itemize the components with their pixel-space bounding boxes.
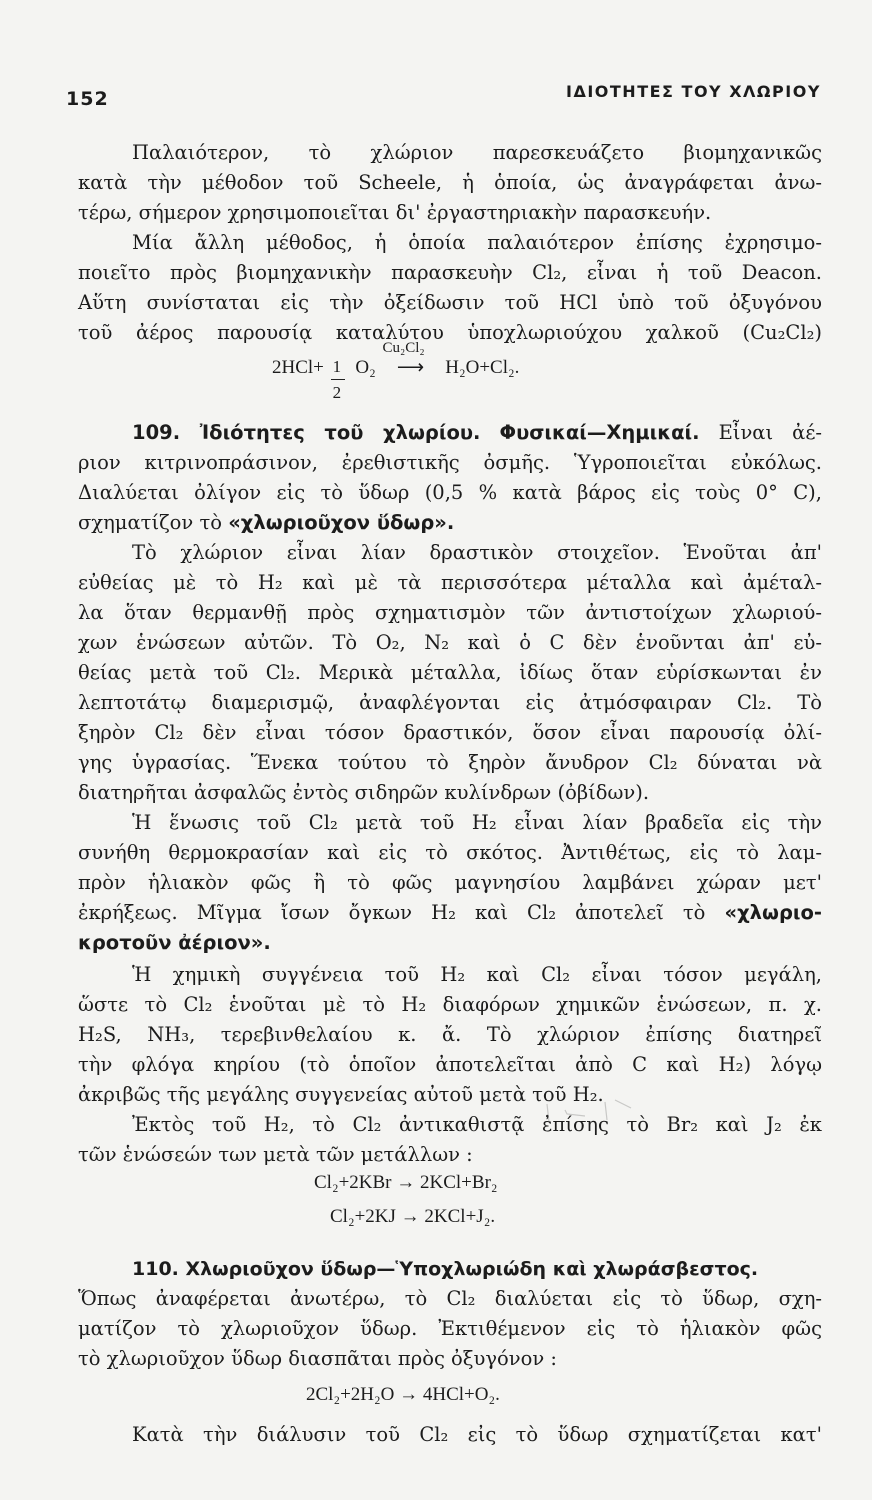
running-title: ΙΔΙΟΤΗΤΕΣ ΤΟΥ ΧΛΩΡΙΟΥ [566, 82, 821, 101]
catalyst-arrow [381, 340, 441, 379]
section-109-first-line [132, 418, 822, 448]
text-line: Ἡ ἕνωσις τοῦ Cl₂ μετὰ τοῦ H₂ εἶναι λίαν βραδεῖα εἰς τὴν [132, 811, 822, 834]
text-line: Κατὰ τὴν διάλυσιν τοῦ Cl₂ εἰς τὸ ὕδωρ σχηματίζεται κατ' [132, 1423, 822, 1446]
page-number: 152 [66, 88, 109, 110]
text-line: ὥστε τὸ Cl₂ ἑνοῦται μὲ τὸ H₂ διαφόρων χημικῶν ἑνώσεων, π. χ. [78, 993, 822, 1016]
text-line: Μία ἄλλη μέθοδος, ἡ ὁποία παλαιότερον ἐπίσης ἐχρησιμο- [132, 231, 822, 254]
text-line: ριον κιτρινοπράσινον, ἐρεθιστικῆς ὀσμῆς. Ὑγροποιεῖται εὐκόλως. [78, 451, 822, 474]
text-line: τὴν φλόγα κηρίου (τὸ ὁποῖον ἀποτελεῖται ἀπὸ C καὶ H₂) λόγῳ [78, 1053, 822, 1076]
text-line: συνήθη θερμοκρασίαν καὶ εἰς τὸ σκότος. Ἀντιθέτως, εἰς τὸ λαμ- [78, 841, 822, 864]
section-subheading: Φυσικαί—Χημικαί. [499, 421, 700, 444]
text-line: τῶν ἑνώσεών των μετὰ τῶν μετάλλων : [78, 1143, 473, 1166]
pencil-mark-icon [545, 1096, 635, 1126]
text-line: ματίζον τὸ χλωριοῦχον ὕδωρ. Ἐκτιθέμενον εἰς τὸ ἡλιακὸν φῶς [78, 1317, 822, 1340]
bold-term: «χλωριοῦχον ὕδωρ». [228, 511, 455, 534]
text-line [78, 898, 822, 928]
text-line: ἀκριβῶς τῆς μεγάλης συγγενείας αὐτοῦ μετὰ τοῦ H₂. [78, 1083, 604, 1106]
text-line: Ἐκτὸς τοῦ H₂, τὸ Cl₂ ἀντικαθιστᾷ ἐπίσης τὸ Br₂ καὶ J₂ ἐκ [132, 1113, 822, 1136]
text-line: λεπτοτάτῳ διαμερισμῷ, ἀναφλέγονται εἰς ἀτμόσφαιραν Cl₂. Τὸ [78, 691, 822, 714]
deacon-equation [272, 340, 520, 402]
bold-term: κροτοῦν ἀέριον». [78, 931, 271, 954]
equation-kj: Cl₂+2KJ → 2KCl+J₂. [330, 1206, 496, 1227]
text-line: Ἡ χημικὴ συγγένεια τοῦ H₂ καὶ Cl₂ εἶναι τόσον μεγάλη, [132, 963, 822, 986]
text-line: Ὅπως ἀναφέρεται ἀνωτέρω, τὸ Cl₂ διαλύεται εἰς τὸ ὕδωρ, σχη- [78, 1287, 822, 1310]
text-line: θείας μετὰ τοῦ Cl₂. Μερικὰ μέταλλα, ἰδίως ὅταν εὑρίσκωνται ἐν [78, 661, 822, 684]
eq-left: 2HCl+ [272, 357, 324, 378]
frac-numerator: 1 [332, 357, 342, 376]
text-line: ξηρὸν Cl₂ δὲν εἶναι τόσον δραστικόν, ὅσον εἶναι παρουσίᾳ ὀλί- [78, 721, 822, 744]
equation-decomposition: 2Cl₂+2H₂O → 4HCl+O₂. [306, 1384, 500, 1405]
text-line: H₂S, NH₃, τερεβινθελαίου κ. ἄ. Τὸ χλώριον ἐπίσης διατηρεῖ [78, 1023, 822, 1046]
text-line: τέρω, σήμερον χρησιμοποιεῖται δι' ἐργαστηριακὴν παρασκευήν. [78, 201, 712, 224]
eq-oxygen: O₂ [355, 357, 376, 378]
text-fragment: ἐκρήξεως. Μῖγμα ἴσων ὄγκων H₂ καὶ Cl₂ ἀποτελεῖ τὸ [78, 901, 706, 924]
text-line: Τὸ χλώριον εἶναι λίαν δραστικὸν στοιχεῖον. Ἑνοῦται ἀπ' [132, 541, 822, 564]
text-line: Αὕτη συνίσταται εἰς τὴν ὀξείδωσιν τοῦ HCl ὑπὸ τοῦ ὀξυγόνου [78, 291, 822, 314]
bold-term: «χλωριο- [724, 901, 823, 924]
section-heading: 110. Χλωριοῦχον ὕδωρ—Ὑποχλωριώδη καὶ χλωράσβεστος. [132, 1258, 759, 1280]
text-line: γης ὑγρασίας. Ἕνεκα τούτου τὸ ξηρὸν ἄνυδρον Cl₂ δύναται νὰ [78, 751, 822, 774]
text-line: τὸ χλωριοῦχον ὕδωρ διασπᾶται πρὸς ὀξυγόνον : [78, 1347, 558, 1370]
text-fragment: Εἶναι ἀέ- [718, 421, 823, 444]
text-line: διατηρῆται ἀσφαλῶς ἐντὸς σιδηρῶν κυλίνδρων (ὀβίδων). [78, 781, 650, 804]
text-line: λα ὅταν θερμανθῇ πρὸς σχηματισμὸν τῶν ἀντιστοίχων χλωριού- [78, 601, 822, 624]
text-fragment: σχηματίζον τὸ [78, 511, 222, 534]
eq-catalyst: Cu₂Cl₂ [382, 340, 425, 356]
frac-denominator: 2 [332, 383, 342, 402]
frac-bar [331, 379, 345, 380]
equation-kbr: Cl₂+2KBr → 2KCl+Br₂ [314, 1172, 498, 1193]
text-line: πρὸν ἡλιακὸν φῶς ἢ τὸ φῶς μαγνησίου λαμβάνει χώραν μετ' [78, 871, 822, 894]
section-heading: 109. Ἰδιότητες τοῦ χλωρίου. [132, 421, 481, 444]
text-line: χων ἑνώσεων αὐτῶν. Τὸ O₂, N₂ καὶ ὁ C δὲν ἑνοῦνται ἀπ' εὐ- [78, 631, 822, 654]
text-line [78, 508, 822, 538]
text-line: τοῦ ἀέρος παρουσίᾳ καταλύτου ὑποχλωριούχου χαλκοῦ (Cu₂Cl₂) [78, 321, 822, 344]
text-line: Παλαιότερον, τὸ χλώριον παρεσκευάζετο βιομηχανικῶς [132, 141, 822, 164]
text-line: κατὰ τὴν μέθοδον τοῦ Scheele, ἡ ὁποία, ὡς ἀναγράφεται ἀνω- [78, 171, 822, 194]
text-line: ποιεῖτο πρὸς βιομηχανικὴν παρασκευὴν Cl₂, εἶναι ἡ τοῦ Deacon. [78, 261, 822, 284]
text-line: εὐθείας μὲ τὸ H₂ καὶ μὲ τὰ περισσότερα μέταλλα καὶ ἀμέταλ- [78, 571, 822, 594]
text-line: Διαλύεται ὀλίγον εἰς τὸ ὕδωρ (0,5 % κατὰ βάρος εἰς τοὺς 0° C), [78, 481, 822, 504]
eq-right: H₂O+Cl₂. [445, 357, 520, 378]
eq-arrow: ⟶ [396, 357, 425, 378]
